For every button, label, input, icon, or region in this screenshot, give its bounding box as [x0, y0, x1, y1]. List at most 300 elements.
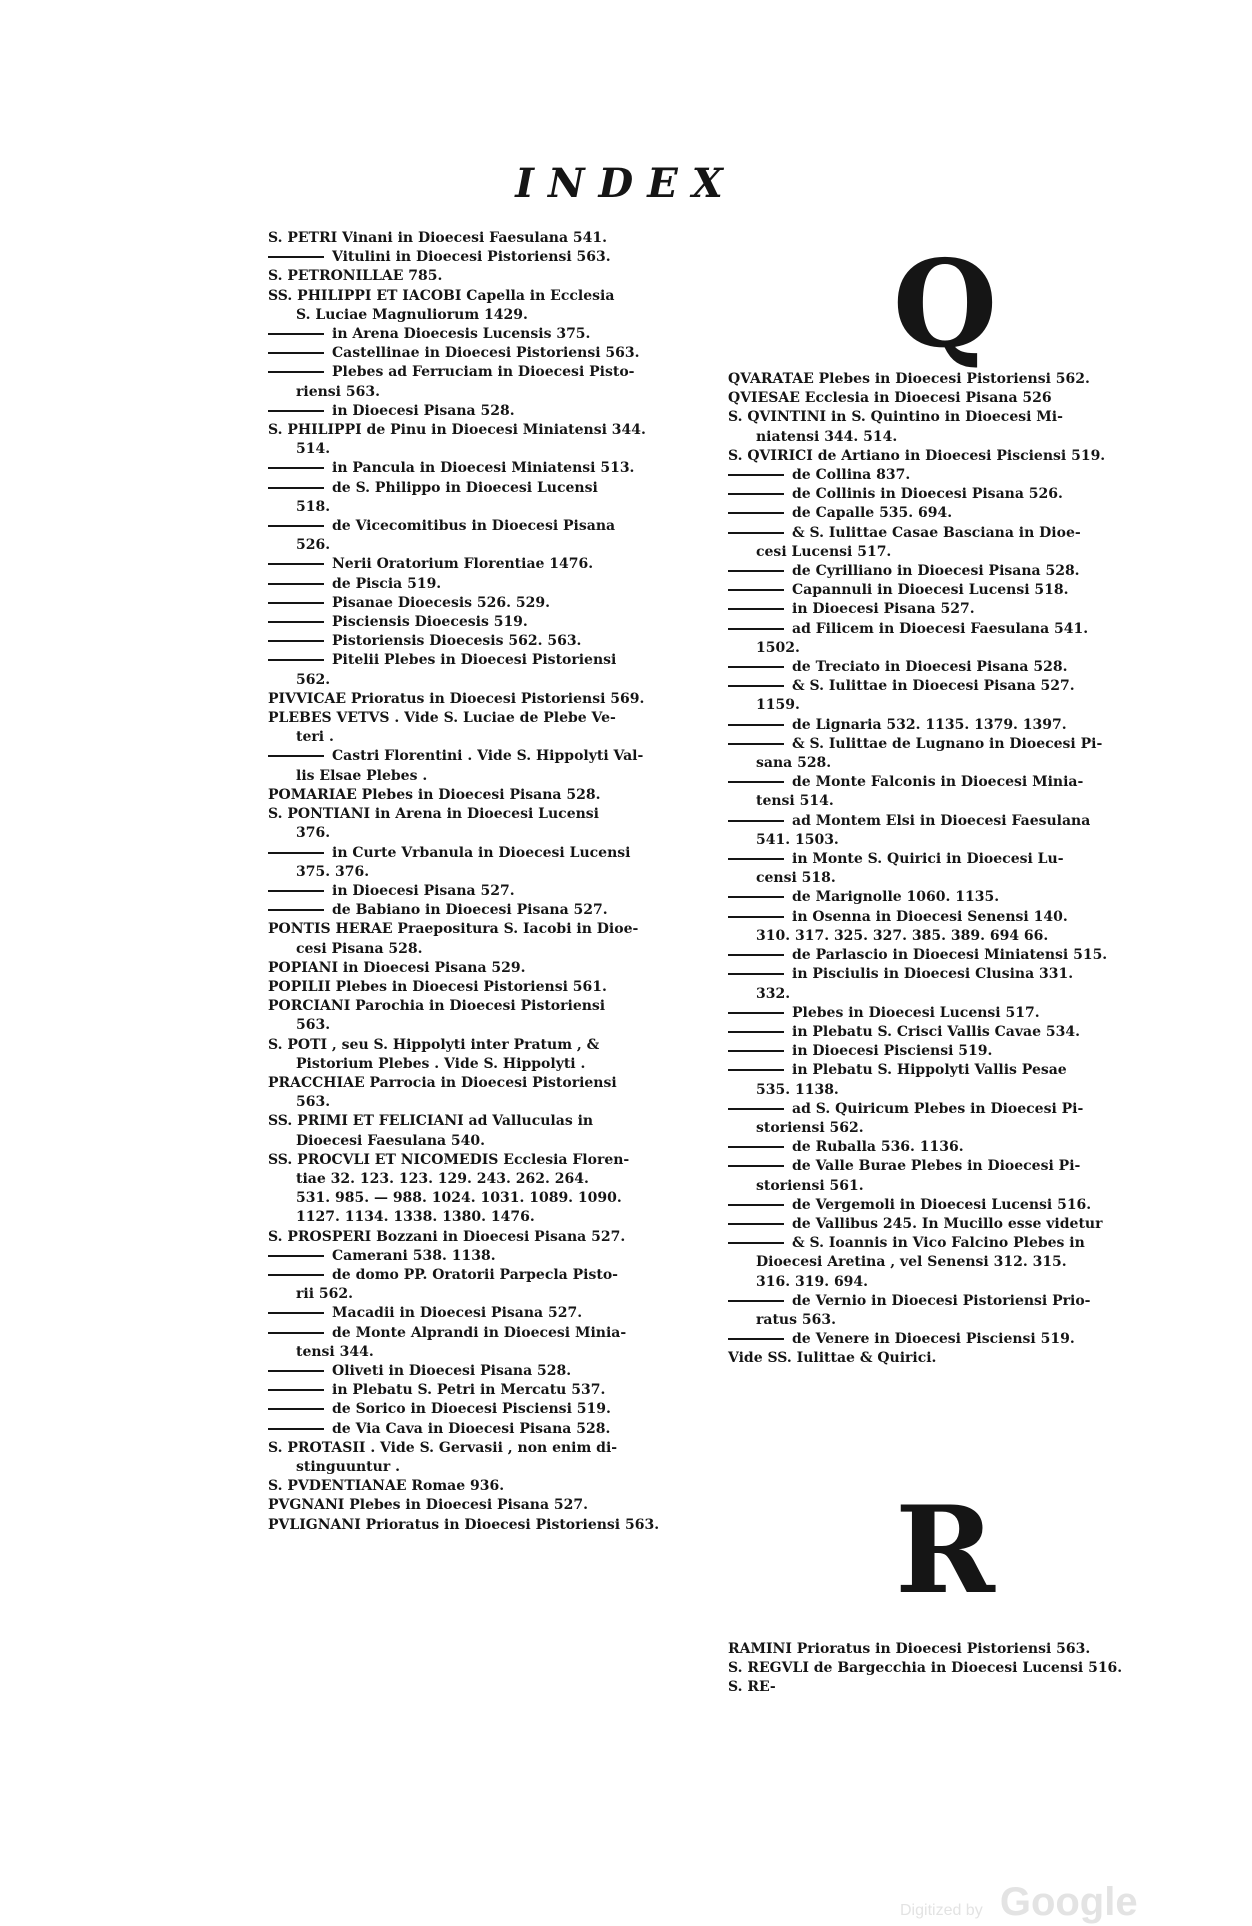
digitized-watermark — [900, 1880, 1138, 1925]
index-entry — [268, 248, 708, 267]
section-letter-r: R — [895, 1480, 995, 1621]
index-entry — [728, 1177, 1178, 1196]
index-entry — [268, 479, 708, 498]
index-entry — [728, 524, 1178, 543]
index-entry-text: tensi 344. — [296, 1343, 374, 1360]
index-entry — [728, 812, 1178, 831]
index-entry — [268, 901, 708, 920]
index-entry-text: 310. 317. 325. 327. 385. 389. 694 66. — [756, 927, 1049, 944]
index-entry — [268, 651, 708, 670]
index-entry — [728, 1042, 1178, 1061]
ditto-dash — [268, 1428, 324, 1430]
ditto-dash — [728, 589, 784, 591]
index-entry-text: tiae 32. 123. 123. 129. 243. 262. 264. — [296, 1170, 589, 1187]
index-entry-text: Castellinae in Dioecesi Pistoriensi 563. — [332, 345, 640, 362]
index-entry-text: in Plebatu S. Crisci Vallis Cavae 534. — [792, 1023, 1080, 1040]
index-entry — [728, 1349, 1178, 1368]
index-entry — [728, 792, 1178, 811]
index-entry — [268, 671, 708, 690]
index-entry — [268, 1304, 708, 1323]
index-entry — [728, 850, 1178, 869]
index-entry — [728, 1253, 1178, 1272]
index-entry-text: PLEBES VETVS . Vide S. Luciae de Plebe Ve- — [268, 710, 616, 727]
index-entry-text: POPILII Plebes in Dioecesi Pistoriensi 561. — [268, 978, 607, 995]
index-entry — [268, 1266, 708, 1285]
index-entry-text: Oliveti in Dioecesi Pisana 528. — [332, 1362, 572, 1379]
index-entry — [728, 716, 1178, 735]
index-entry-text: ad Filicem in Dioecesi Faesulana 541. — [792, 620, 1089, 637]
index-entry — [268, 978, 708, 997]
index-entry-text: S. PHILIPPI de Pinu in Dioecesi Miniatensi 344. — [268, 422, 646, 439]
index-entry-text: cesi Lucensi 517. — [756, 543, 892, 560]
index-entry-text: censi 518. — [756, 870, 836, 887]
ditto-dash — [268, 583, 324, 585]
index-entry — [268, 1285, 708, 1304]
index-entry — [268, 325, 708, 344]
ditto-dash — [728, 1108, 784, 1110]
index-entry — [268, 613, 708, 632]
index-entry — [268, 1208, 708, 1227]
index-entry-text: in Dioecesi Pisciensi 519. — [792, 1043, 993, 1060]
index-entry-text: lis Elsae Plebes . — [296, 767, 428, 784]
index-entry — [728, 773, 1178, 792]
index-entry-text: de Babiano in Dioecesi Pisana 527. — [332, 902, 608, 919]
index-entry — [268, 1516, 708, 1535]
index-entry-text: QVIESAE Ecclesia in Dioecesi Pisana 526 — [728, 390, 1052, 407]
ditto-dash — [268, 487, 324, 489]
index-entry — [268, 594, 708, 613]
index-entry — [268, 1170, 708, 1189]
index-entry-text: Vide SS. Iulittae & Quirici. — [728, 1350, 937, 1367]
index-entry-text: in Plebatu S. Petri in Mercatu 537. — [332, 1382, 606, 1399]
index-entry-text: PIVVICAE Prioratus in Dioecesi Pistoriensi 569. — [268, 690, 645, 707]
index-entry — [728, 927, 1178, 946]
index-entry-text: S. PVDENTIANAE Romae 936. — [268, 1478, 505, 1495]
index-entry — [728, 677, 1178, 696]
ditto-dash — [728, 608, 784, 610]
ditto-dash — [728, 1012, 784, 1014]
index-entry-text: S. PROSPERI Bozzani in Dioecesi Pisana 527. — [268, 1228, 626, 1245]
index-entry-text: 1127. 1134. 1338. 1380. 1476. — [296, 1209, 535, 1226]
index-entry — [728, 620, 1178, 639]
index-entry — [728, 831, 1178, 850]
index-entry — [268, 1151, 708, 1170]
index-entry-text: de Vergemoli in Dioecesi Lucensi 516. — [792, 1196, 1092, 1213]
index-entry — [728, 1640, 1178, 1659]
index-entry-text: de domo PP. Oratorii Parpecla Pisto- — [332, 1266, 618, 1283]
index-entry-text: 1502. — [756, 639, 800, 656]
index-entry — [728, 1678, 1178, 1697]
index-entry-text: de Valle Burae Plebes in Dioecesi Pi- — [792, 1158, 1081, 1175]
index-entry-text: S. Luciae Magnuliorum 1429. — [296, 306, 528, 323]
index-entry — [268, 1439, 708, 1458]
index-entry-text: 526. — [296, 537, 331, 554]
ditto-dash — [728, 532, 784, 534]
index-entry-text: S. PETRI Vinani in Dioecesi Faesulana 541. — [268, 230, 607, 246]
index-entry — [728, 600, 1178, 619]
index-entry-text: QVARATAE Plebes in Dioecesi Pistoriensi 562. — [728, 371, 1090, 387]
index-entry — [268, 1381, 708, 1400]
index-entry-text: in Osenna in Dioecesi Senensi 140. — [792, 908, 1068, 925]
index-entry — [268, 536, 708, 555]
index-entry — [268, 344, 708, 363]
index-entry — [268, 498, 708, 517]
index-entry-text: rii 562. — [296, 1286, 353, 1303]
index-entry-text: S. QVINTINI in S. Quintino in Dioecesi Mi- — [728, 409, 1063, 426]
ditto-dash — [728, 743, 784, 745]
index-entry — [268, 1093, 708, 1112]
index-entry — [268, 728, 708, 747]
index-entry — [268, 555, 708, 574]
ditto-dash — [728, 512, 784, 514]
index-entry-text: Dioecesi Faesulana 540. — [296, 1132, 486, 1149]
index-entry — [728, 696, 1178, 715]
ditto-dash — [268, 525, 324, 527]
index-entry-text: Vitulini in Dioecesi Pistoriensi 563. — [332, 249, 611, 266]
index-entry — [728, 869, 1178, 888]
index-entry — [268, 1420, 708, 1439]
index-entry-text: 375. 376. — [296, 863, 370, 880]
index-entry — [268, 786, 708, 805]
index-entry-text: POMARIAE Plebes in Dioecesi Pisana 528. — [268, 786, 601, 803]
index-entry-text: Nerii Oratorium Florentiae 1476. — [332, 556, 594, 573]
index-entry — [728, 504, 1178, 523]
index-entry-text: de Vernio in Dioecesi Pistoriensi Prio- — [792, 1292, 1091, 1309]
index-entry-text: de Collinis in Dioecesi Pisana 526. — [792, 486, 1063, 503]
index-entry — [728, 908, 1178, 927]
index-entry — [728, 754, 1178, 773]
index-entry — [268, 920, 708, 939]
index-entry — [728, 1100, 1178, 1119]
index-entry — [268, 383, 708, 402]
index-entry-text: storiensi 561. — [756, 1177, 864, 1194]
index-entry-text: Macadii in Dioecesi Pisana 527. — [332, 1305, 583, 1322]
index-entry — [728, 1311, 1178, 1330]
index-entry — [728, 1157, 1178, 1176]
index-entry-text: RAMINI Prioratus in Dioecesi Pistoriensi 563. — [728, 1641, 1091, 1657]
index-entry-text: de Vallibus 245. In Mucillo esse videtur — [792, 1215, 1103, 1232]
index-entry-text: ad Montem Elsi in Dioecesi Faesulana — [792, 812, 1091, 829]
index-entry — [728, 1273, 1178, 1292]
index-entry — [728, 1234, 1178, 1253]
index-entry — [268, 575, 708, 594]
left-index-column — [268, 229, 708, 1535]
index-entry-text: de Piscia 519. — [332, 575, 442, 592]
index-entry-text: riensi 563. — [296, 383, 380, 400]
index-entry — [268, 1189, 708, 1208]
index-entry — [728, 485, 1178, 504]
index-entry-text: 531. 985. — 988. 1024. 1031. 1089. 1090. — [296, 1190, 622, 1207]
ditto-dash — [728, 896, 784, 898]
ditto-dash — [268, 659, 324, 661]
index-entry-text: de Ruballa 536. 1136. — [792, 1139, 964, 1156]
index-entry — [268, 1132, 708, 1151]
index-entry-text: teri . — [296, 729, 334, 746]
index-entry — [728, 639, 1178, 658]
index-entry-text: de Monte Alprandi in Dioecesi Minia- — [332, 1324, 627, 1341]
index-entry-text: de Treciato in Dioecesi Pisana 528. — [792, 659, 1068, 676]
ditto-dash — [728, 1223, 784, 1225]
index-entry-text: & S. Ioannis in Vico Falcino Plebes in — [792, 1235, 1085, 1252]
index-entry — [268, 1247, 708, 1266]
index-entry — [728, 1196, 1178, 1215]
index-entry — [268, 1343, 708, 1362]
ditto-dash — [728, 1300, 784, 1302]
index-entry — [728, 1659, 1178, 1678]
index-entry — [728, 965, 1178, 984]
index-entry-text: 562. — [296, 671, 331, 688]
ditto-dash — [728, 1146, 784, 1148]
index-entry — [268, 306, 708, 325]
index-entry-text: de S. Philippo in Dioecesi Lucensi — [332, 479, 598, 496]
index-entry — [728, 735, 1178, 754]
index-entry — [268, 767, 708, 786]
index-entry-text: de Parlascio in Dioecesi Miniatensi 515. — [792, 947, 1108, 964]
index-entry-text: 316. 319. 694. — [756, 1273, 869, 1290]
ditto-dash — [728, 474, 784, 476]
index-entry-text: in Monte S. Quirici in Dioecesi Lu- — [792, 851, 1064, 868]
ditto-dash — [728, 954, 784, 956]
right-index-column — [728, 370, 1178, 1369]
index-entry — [728, 428, 1178, 447]
index-entry-text: S. POTI , seu S. Hippolyti inter Pratum , & — [268, 1036, 600, 1053]
index-entry-text: Pistoriensis Dioecesis 562. 563. — [332, 633, 582, 650]
index-entry — [728, 946, 1178, 965]
ditto-dash — [268, 1332, 324, 1334]
index-entry — [268, 863, 708, 882]
index-entry-text: 535. 1138. — [756, 1081, 839, 1098]
index-entry-text: ratus 563. — [756, 1311, 836, 1328]
index-entry-text: Castri Florentini . Vide S. Hippolyti Val- — [332, 748, 644, 765]
index-entry — [268, 940, 708, 959]
index-entry — [268, 1228, 708, 1247]
index-entry — [728, 408, 1178, 427]
ditto-dash — [728, 973, 784, 975]
index-entry-text: de Via Cava in Dioecesi Pisana 528. — [332, 1420, 611, 1437]
index-entry-text: niatensi 344. 514. — [756, 428, 898, 445]
index-entry-text: S. PETRONILLAE 785. — [268, 268, 443, 285]
index-entry-text: de Collina 837. — [792, 467, 911, 484]
ditto-dash — [268, 333, 324, 335]
index-entry-text: Plebes ad Ferruciam in Dioecesi Pisto- — [332, 364, 635, 381]
index-entry-text: in Dioecesi Pisana 527. — [792, 601, 975, 618]
index-entry-text: ad S. Quiricum Plebes in Dioecesi Pi- — [792, 1100, 1084, 1117]
ditto-dash — [728, 1031, 784, 1033]
right-index-column-r — [728, 1640, 1178, 1698]
index-entry-text: S. PROTASII . Vide S. Gervasii , non enim di- — [268, 1439, 618, 1456]
index-entry-text: de Monte Falconis in Dioecesi Minia- — [792, 774, 1084, 791]
index-entry-text: PVGNANI Plebes in Dioecesi Pisana 527. — [268, 1497, 589, 1514]
index-entry-text: de Lignaria 532. 1135. 1379. 1397. — [792, 716, 1067, 733]
index-entry-text: 514. — [296, 441, 331, 458]
index-entry — [268, 1036, 708, 1055]
index-entry-text: 541. 1503. — [756, 831, 839, 848]
ditto-dash — [728, 1165, 784, 1167]
index-entry — [268, 517, 708, 536]
ditto-dash — [268, 256, 324, 258]
ditto-dash — [728, 820, 784, 822]
index-entry-text: POPIANI in Dioecesi Pisana 529. — [268, 959, 526, 976]
index-entry — [268, 632, 708, 651]
index-entry — [268, 459, 708, 478]
index-entry-text: Plebes in Dioecesi Lucensi 517. — [792, 1004, 1040, 1021]
index-entry — [728, 1023, 1178, 1042]
index-entry — [268, 709, 708, 728]
index-entry — [728, 658, 1178, 677]
index-entry-text: Camerani 538. 1138. — [332, 1247, 496, 1264]
ditto-dash — [268, 1370, 324, 1372]
index-entry — [268, 1400, 708, 1419]
ditto-dash — [268, 640, 324, 642]
index-entry — [268, 1477, 708, 1496]
index-entry — [268, 1016, 708, 1035]
index-entry-text: de Venere in Dioecesi Pisciensi 519. — [792, 1331, 1075, 1348]
ditto-dash — [728, 685, 784, 687]
ditto-dash — [268, 1408, 324, 1410]
page-header: INDEX — [515, 160, 737, 207]
index-entry — [728, 888, 1178, 907]
index-entry-text: & S. Iulittae Casae Basciana in Dioe- — [792, 524, 1081, 541]
index-entry-text: 1159. — [756, 697, 800, 714]
watermark-prefix: Digitized by — [900, 1902, 983, 1919]
index-entry-text: de Cyrilliano in Dioecesi Pisana 528. — [792, 563, 1080, 580]
index-entry-text: 332. — [756, 985, 791, 1002]
index-entry-text: S. RE- — [728, 1679, 776, 1696]
section-letter-q: Q — [892, 234, 998, 375]
index-entry-text: & S. Iulittae de Lugnano in Dioecesi Pi- — [792, 735, 1103, 752]
ditto-dash — [268, 352, 324, 354]
index-entry — [268, 844, 708, 863]
index-entry-text: de Capalle 535. 694. — [792, 505, 953, 522]
index-entry — [728, 562, 1178, 581]
index-entry — [268, 421, 708, 440]
index-entry-text: PRACCHIAE Parrocia in Dioecesi Pistoriensi — [268, 1074, 617, 1091]
index-entry — [728, 581, 1178, 600]
ditto-dash — [268, 1255, 324, 1257]
index-entry — [268, 1362, 708, 1381]
index-entry-text: in Dioecesi Pisana 527. — [332, 882, 515, 899]
index-entry — [268, 229, 708, 248]
index-entry — [268, 363, 708, 382]
index-entry — [728, 1292, 1178, 1311]
ditto-dash — [728, 570, 784, 572]
ditto-dash — [268, 602, 324, 604]
index-entry-text: S. REGVLI de Bargecchia in Dioecesi Lucensi 516. — [728, 1660, 1123, 1677]
ditto-dash — [728, 1242, 784, 1244]
ditto-dash — [268, 1274, 324, 1276]
index-entry-text: 563. — [296, 1094, 331, 1111]
index-entry-text: 563. — [296, 1017, 331, 1034]
ditto-dash — [268, 755, 324, 757]
ditto-dash — [728, 724, 784, 726]
index-entry — [268, 690, 708, 709]
ditto-dash — [728, 1338, 784, 1340]
index-entry-text: S. QVIRICI de Artiano in Dioecesi Pisciensi 519. — [728, 447, 1106, 464]
index-entry — [268, 997, 708, 1016]
index-entry-text: SS. PROCVLI ET NICOMEDIS Ecclesia Floren- — [268, 1151, 630, 1168]
index-entry-text: PONTIS HERAE Praepositura S. Iacobi in Dioe- — [268, 921, 639, 938]
index-entry-text: tensi 514. — [756, 793, 834, 810]
index-entry — [728, 985, 1178, 1004]
index-entry-text: & S. Iulittae in Dioecesi Pisana 527. — [792, 678, 1075, 695]
index-entry — [268, 824, 708, 843]
index-entry — [268, 440, 708, 459]
ditto-dash — [728, 666, 784, 668]
index-entry-text: SS. PRIMI ET FELICIANI ad Valluculas in — [268, 1113, 594, 1130]
index-entry-text: cesi Pisana 528. — [296, 940, 423, 957]
index-entry — [728, 1004, 1178, 1023]
ditto-dash — [268, 621, 324, 623]
index-entry — [268, 267, 708, 286]
ditto-dash — [268, 467, 324, 469]
index-entry — [728, 1215, 1178, 1234]
ditto-dash — [728, 916, 784, 918]
index-entry — [268, 1074, 708, 1093]
ditto-dash — [268, 1312, 324, 1314]
index-entry — [728, 1138, 1178, 1157]
index-entry — [728, 370, 1178, 389]
ditto-dash — [728, 1050, 784, 1052]
index-entry-text: in Arena Dioecesis Lucensis 375. — [332, 326, 591, 343]
index-entry — [728, 1330, 1178, 1349]
index-entry-text: Pistorium Plebes . Vide S. Hippolyti . — [296, 1055, 586, 1072]
ditto-dash — [268, 371, 324, 373]
index-entry — [268, 959, 708, 978]
index-entry-text: Capannuli in Dioecesi Lucensi 518. — [792, 582, 1069, 599]
index-entry — [268, 805, 708, 824]
index-entry-text: in Dioecesi Pisana 528. — [332, 402, 515, 419]
index-entry — [268, 1112, 708, 1131]
ditto-dash — [268, 1389, 324, 1391]
index-entry-text: SS. PHILIPPI ET IACOBI Capella in Ecclesia — [268, 287, 615, 304]
index-entry — [268, 287, 708, 306]
index-entry-text: de Sorico in Dioecesi Pisciensi 519. — [332, 1401, 611, 1418]
index-entry-text: de Marignolle 1060. 1135. — [792, 889, 1000, 906]
index-entry — [728, 389, 1178, 408]
ditto-dash — [728, 858, 784, 860]
ditto-dash — [728, 1069, 784, 1071]
index-entry — [268, 1055, 708, 1074]
ditto-dash — [728, 628, 784, 630]
index-entry — [728, 1061, 1178, 1080]
ditto-dash — [728, 1204, 784, 1206]
index-entry — [268, 882, 708, 901]
index-entry-text: de Vicecomitibus in Dioecesi Pisana — [332, 518, 616, 535]
index-entry-text: in Pancula in Dioecesi Miniatensi 513. — [332, 460, 635, 477]
index-entry — [268, 402, 708, 421]
index-entry — [728, 1081, 1178, 1100]
index-entry-text: in Pisciulis in Dioecesi Clusina 331. — [792, 966, 1074, 983]
index-entry — [268, 747, 708, 766]
index-entry-text: Dioecesi Aretina , vel Senensi 312. 315. — [756, 1254, 1067, 1271]
index-entry-text: PVLIGNANI Prioratus in Dioecesi Pistoriensi 563. — [268, 1516, 660, 1533]
index-entry-text: sana 528. — [756, 755, 832, 772]
ditto-dash — [268, 909, 324, 911]
index-entry-text: Pisanae Dioecesis 526. 529. — [332, 594, 550, 611]
index-entry-text: 376. — [296, 825, 331, 842]
index-entry — [728, 1119, 1178, 1138]
index-entry — [728, 447, 1178, 466]
index-entry-text: Pitelii Plebes in Dioecesi Pistoriensi — [332, 652, 617, 669]
index-entry — [268, 1324, 708, 1343]
watermark-brand: Google — [999, 1880, 1138, 1924]
index-entry-text: in Curte Vrbanula in Dioecesi Lucensi — [332, 844, 631, 861]
ditto-dash — [268, 410, 324, 412]
index-entry-text: PORCIANI Parochia in Dioecesi Pistoriensi — [268, 998, 606, 1015]
index-entry-text: in Plebatu S. Hippolyti Vallis Pesae — [792, 1062, 1067, 1079]
index-entry-text: Pisciensis Dioecesis 519. — [332, 614, 528, 631]
index-entry-text: S. PONTIANI in Arena in Dioecesi Lucensi — [268, 806, 599, 823]
